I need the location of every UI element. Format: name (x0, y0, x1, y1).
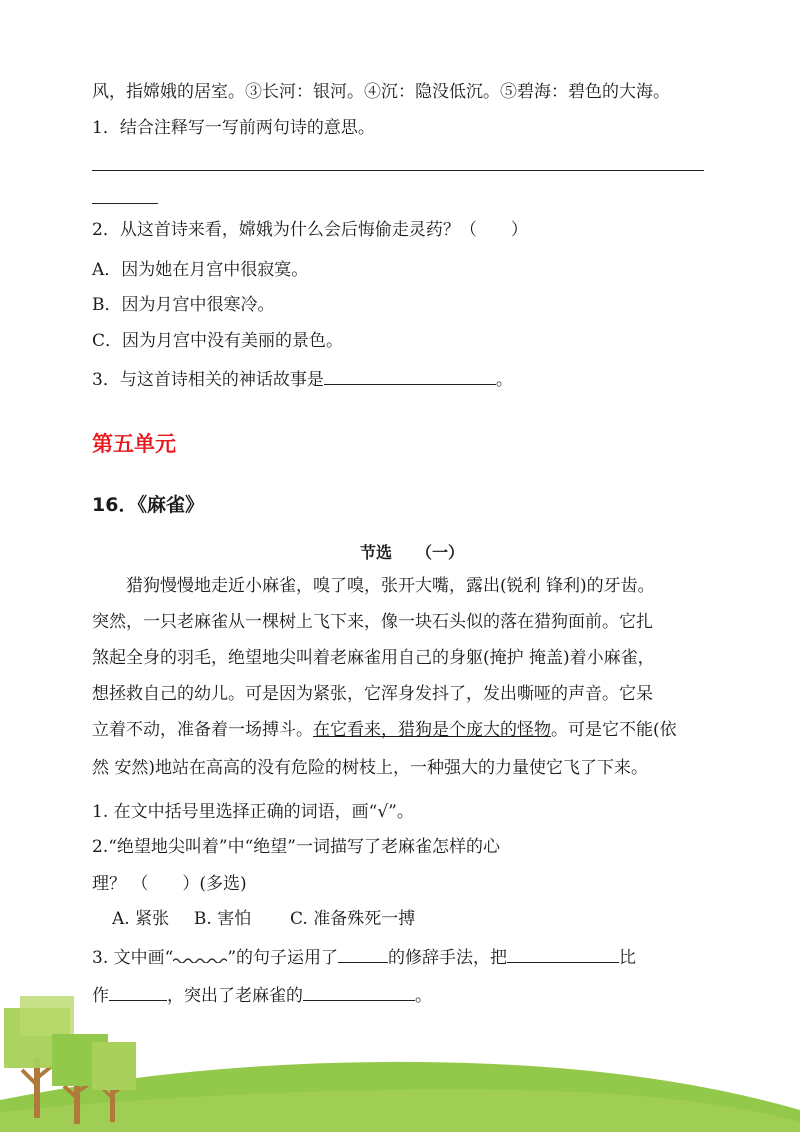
passage-line-5 (92, 712, 712, 748)
passage-line-5-b: 。可是它不能(依 (551, 720, 677, 740)
exercise-3-part-c: 的修辞手法，把 (388, 948, 508, 968)
exercise-2-line-2: 理？ （ ）(多选) (92, 874, 247, 894)
exercise-1: 1. 在文中括号里选择正确的词语，画“√”。 (92, 802, 414, 822)
exercise-3-part-d: 比 (619, 948, 637, 968)
exercise-2-options (112, 907, 415, 931)
blank-rhetoric[interactable] (338, 944, 388, 963)
excerpt-title: 节选 （一） (360, 543, 465, 562)
passage-line-2: 突然，一只老麻雀从一棵树上飞下来，像一块石头似的落在猎狗面前。它扎 (92, 612, 653, 632)
choice-b[interactable]: B. 害怕 (193, 909, 252, 929)
option-a: A．因为她在月宫中很寂寞。 (92, 260, 309, 280)
landscape-decoration (0, 990, 800, 1132)
answer-blank[interactable] (324, 366, 496, 385)
unit-title: 第五单元 (92, 432, 176, 456)
question-3-end: 。 (495, 370, 513, 390)
passage-line-3: 煞起全身的羽毛，绝望地尖叫着老麻雀用自己的身躯(掩护 掩盖)着小麻雀， (92, 648, 655, 668)
exercise-3-part-b: ”的句子运用了 (227, 948, 339, 968)
answer-line-1[interactable] (92, 170, 704, 171)
underlined-sentence: 在它看来，猎狗是个庞大的怪物 (313, 720, 551, 740)
exercise-3-part-g: 。 (415, 986, 432, 1006)
exercise-3-part-f: ，突出了老麻雀的 (167, 986, 303, 1006)
passage-line-6: 然 安然)地站在高高的没有危险的树枝上，一种强大的力量使它飞了下来。 (92, 758, 649, 778)
exercise-2-line-1: 2.“绝望地尖叫着”中“绝望”一词描写了老麻雀怎样的心 (92, 837, 500, 857)
question-1: 1．结合注释写一写前两句诗的意思。 (92, 118, 375, 138)
answer-line-2[interactable] (92, 203, 158, 204)
blank-compared[interactable] (507, 944, 619, 963)
option-b: B．因为月宫中很寒冷。 (92, 295, 275, 315)
passage-line-5-a: 立着不动，准备着一场搏斗。 (92, 720, 313, 740)
exercise-3-part-a: 3. 文中画“ (92, 948, 174, 968)
notes-line: 风，指嫦娥的居室。③长河：银河。④沉：隐没低沉。⑤碧海：碧色的大海。 (92, 82, 670, 102)
question-2: 2．从这首诗来看，嫦娥为什么会后悔偷走灵药？（ ） (92, 220, 528, 240)
passage-line-4: 想拯救自己的幼儿。可是因为紧张，它浑身发抖了，发出嘶哑的声音。它呆 (92, 684, 653, 704)
exercise-3-line-1 (92, 944, 636, 970)
wavy-underline-icon (173, 949, 227, 963)
option-c: C．因为月宫中没有美丽的景色。 (92, 331, 344, 351)
lesson-title: 16．《麻雀》 (92, 494, 204, 516)
exercise-3-part-e: 作 (92, 986, 109, 1006)
passage-line-1: 猎狗慢慢地走近小麻雀，嗅了嗅，张开大嘴，露出(锐利 锋利)的牙齿。 (92, 576, 655, 596)
question-3-text: 3．与这首诗相关的神话故事是 (92, 370, 324, 390)
choice-a[interactable]: A. 紧张 (112, 909, 170, 929)
choice-c[interactable]: C. 准备殊死一搏 (290, 909, 416, 929)
question-3 (92, 366, 513, 392)
